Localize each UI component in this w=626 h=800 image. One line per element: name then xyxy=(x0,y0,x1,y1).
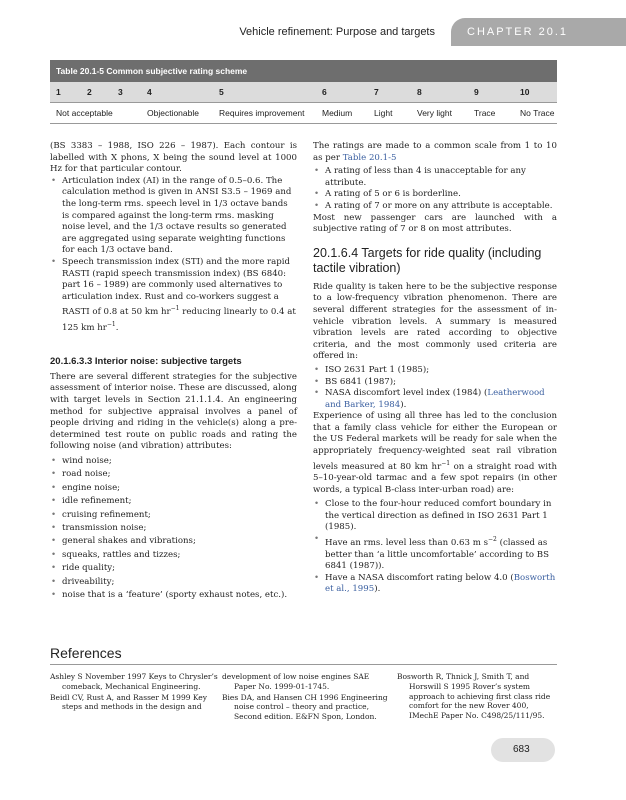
table-cell: 10 xyxy=(520,87,530,97)
list-item: • Articulation index (AI) in the range of 0.5–0.6. The calculation method is given in ANSI S3.5 – 1969 and the long-term rms. speech level in 1/3 octave bands is compared against the long-term rms. masking noise level, and the 1/3 octave results so generated are aggregated using separate weighting functions for each 1/3 octave band. xyxy=(50,176,297,257)
intelligibility-list xyxy=(50,176,297,334)
rating-list xyxy=(313,166,557,212)
table-cell: No Trace xyxy=(520,108,555,118)
running-header-title: Vehicle refinement: Purpose and targets xyxy=(239,26,435,38)
table-cell: 3 xyxy=(118,87,123,97)
page-number-badge xyxy=(491,738,555,762)
reference-item: development of low noise engines SAE Paper No. 1999-01-1745. xyxy=(222,672,370,691)
list-item: • transmission noise; xyxy=(50,522,297,535)
reference-item: Ashley S November 1997 Keys to Chrysler’s comeback, Mechanical Engineering. xyxy=(50,672,218,691)
list-item: • idle refinement; xyxy=(50,495,297,508)
paragraph: Most new passenger cars are launched with a subjective rating of 7 or 8 on most attributes. xyxy=(313,212,557,235)
chapter-tab xyxy=(451,18,626,46)
table-cell: 5 xyxy=(219,87,224,97)
table-cell: Requires improvement xyxy=(219,108,305,118)
list-item: • ride quality; xyxy=(50,562,297,575)
list-item: • ISO 2631 Part 1 (1985); xyxy=(313,365,557,377)
list-item: • wind noise; xyxy=(50,455,297,468)
table-cell: Medium xyxy=(322,108,353,118)
section-heading: 20.1.6.4 Targets for ride quality (including tactile vibration) xyxy=(313,245,542,275)
citation-link[interactable]: Leatherwood and Barker, 1984 xyxy=(325,388,545,410)
reference-item: Beidl CV, Rust A, and Rasser M 1999 Key steps and methods in the design and xyxy=(50,692,207,712)
table-link[interactable]: Table 20.1-5 xyxy=(342,152,397,163)
attribute-list xyxy=(50,455,297,602)
table-cell: 9 xyxy=(474,87,479,97)
paragraph: Ride quality is taken here to be the subjective response to a low-frequency vibration phenomenon. There are several different strategies for the assessment of in-vehicle vibration levels. A summary is measured vibration levels are rated according to objective criteria, and the most commonly used criteria are offered in: xyxy=(313,281,557,362)
paragraph: Experience of using all three has led to the conclusion that a family class vehicle for either the European or the US Federal markets will be ready for sale when the appropriately frequency-weighted seat rail vibration levels measured at 80 km $hr^{-1}$ on a straight road with 5–10-year-old tarmac and a few spot repairs (in other words, a typical B-class inter-urban road) are: xyxy=(313,411,558,495)
left-column xyxy=(50,141,297,602)
table-cell: 8 xyxy=(417,87,422,97)
list-item: • A rating of 7 or more on any attribute is acceptable. xyxy=(313,201,557,213)
references-heading: References xyxy=(50,645,122,661)
list-item: • cruising refinement; xyxy=(50,509,297,522)
references-column xyxy=(50,672,218,713)
list-item: • Speech transmission index (STI) and the more rapid RASTI (rapid speech transmission index) (BS 6840: part 16 – 1989) are commonly used alternatives to articulation index. Rust and co-workers suggest a RASTI of 0.8 at 50 km $hr^{-1}$ reducing linearly to 0.4 at 125 km $hr^{-1}$. xyxy=(50,257,297,334)
list-item: • Close to the four-hour reduced comfort boundary in the vertical direction as defined in ISO 2631 Part 1 (1985). xyxy=(313,499,557,534)
list-item: • NASA discomfort level index (1984) (Leatherwood and Barker, 1984). xyxy=(313,388,557,411)
citation-link[interactable]: Bosworth et al., 1995 xyxy=(325,572,556,595)
table-cell: Trace xyxy=(474,108,496,118)
list-item: • squeaks, rattles and tizzes; xyxy=(50,549,297,562)
table-row-numbers xyxy=(50,82,557,103)
subsection-heading: 20.1.6.3.3 Interior noise: subjective targets xyxy=(50,356,242,368)
table-cell: 4 xyxy=(147,87,152,97)
table-cell: Objectionable xyxy=(147,108,199,118)
list-item: • general shakes and vibrations; xyxy=(50,535,297,548)
list-item: • noise that is a ‘feature’ (sporty exhaust notes, etc.). xyxy=(50,589,297,602)
list-item: • road noise; xyxy=(50,468,297,481)
table-cell: 7 xyxy=(374,87,379,97)
target-list xyxy=(313,499,557,596)
table-cell: 1 xyxy=(56,87,61,97)
list-item: • A rating of less than 4 is unacceptable for any attribute. xyxy=(313,166,557,189)
paragraph: There are several different strategies for the subjective assessment of interior noise. These are discussed, along with target levels in Section 21.1.1.4. An engineering method for subjective appraisal involves a panel of people driving and riding in the vehicle(s) along a pre-determined test route on public roads and rating the following noise (and vibration) attributes: xyxy=(50,371,297,452)
chapter-label: CHAPTER 20.1 xyxy=(467,26,569,38)
list-item: • Have an rms. level less than 0.63 m $s^{-2}$ (classed as better than ‘a little uncomfortable’ according to BS 6841 (1987)). xyxy=(313,534,557,573)
list-item: • driveability; xyxy=(50,576,297,589)
paragraph: The ratings are made to a common scale from 1 to 10 as per Table 20.1-5 xyxy=(313,141,557,163)
reference-item: Bosworth R, Thnick J, Smith T, and Horswill S 1995 Rover’s system approach to achieving first class ride comfort for the new Rover 400, IMechE Paper No. C498/25/111/95. xyxy=(397,672,551,721)
list-item: • BS 6841 (1987); xyxy=(313,377,557,389)
list-item: • A rating of 5 or 6 is borderline. xyxy=(313,189,557,201)
table-caption: Table 20.1-5 Common subjective rating scheme xyxy=(50,60,557,82)
table-cell: Very light xyxy=(417,108,452,118)
table-row-labels xyxy=(50,103,557,124)
table-cell: 2 xyxy=(87,87,92,97)
table-cell: Light xyxy=(374,108,393,118)
criteria-list xyxy=(313,365,557,411)
reference-item: Bies DA, and Hansen CH 1996 Engineering noise control – theory and practice, Second edition. E&FN Spon, London. xyxy=(222,692,388,722)
table-cell: Not acceptable xyxy=(56,108,113,118)
rating-table xyxy=(50,60,557,124)
table-cell: 6 xyxy=(322,87,327,97)
list-item: • Have a NASA discomfort rating below 4.0 (Bosworth et al., 1995). xyxy=(313,573,557,596)
references-column xyxy=(222,672,390,723)
paragraph: (BS 3383 – 1988, ISO 226 – 1987). Each contour is labelled with X phons, X being the sound level at 1000 Hz for that particular contour. xyxy=(50,141,297,175)
right-column xyxy=(313,141,557,596)
references-column xyxy=(397,672,557,722)
divider xyxy=(50,664,557,665)
page-number: 683 xyxy=(513,744,530,755)
list-item: • engine noise; xyxy=(50,482,297,495)
